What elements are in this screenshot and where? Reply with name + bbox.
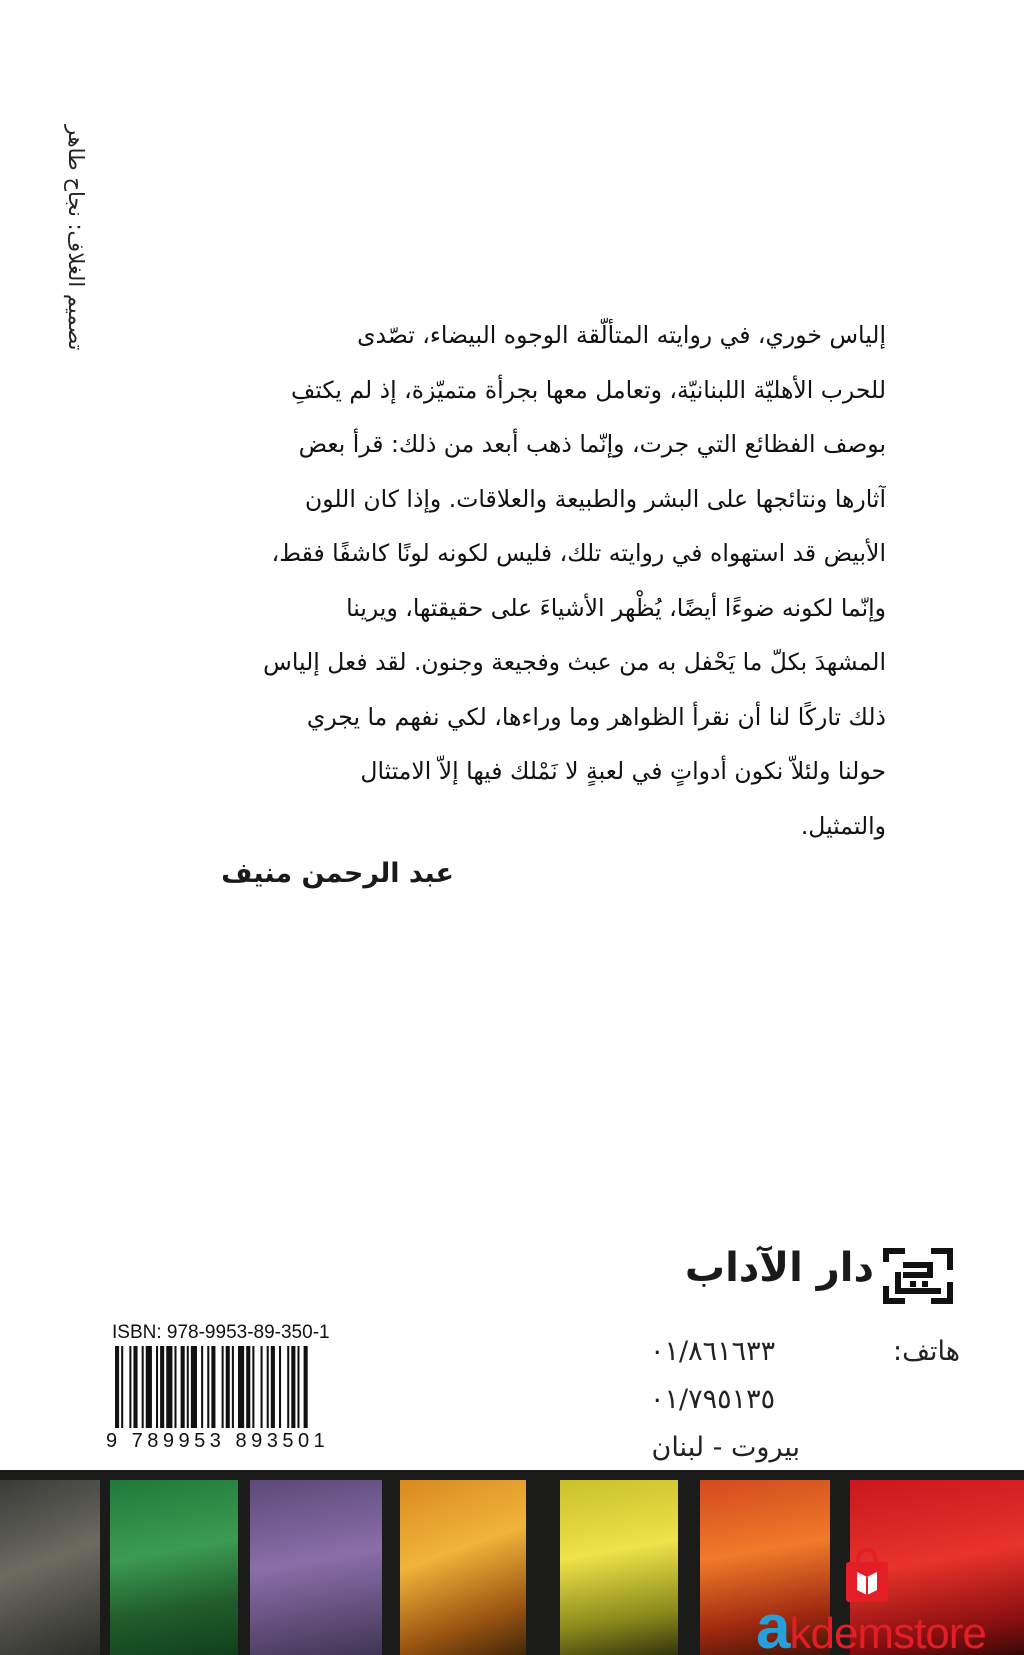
barcode-bar — [238, 1346, 244, 1428]
blurb-line: ذلك تاركًا لنا أن نقرأ الظواهر وما وراءها، لكي نفهم ما يجري — [306, 702, 886, 731]
barcode-bar — [181, 1346, 185, 1428]
barcode-digits: 9 789953 893501 — [106, 1430, 330, 1452]
publisher-logo-icon — [880, 1245, 956, 1307]
photo-tile — [560, 1480, 678, 1655]
barcode-bar — [166, 1346, 172, 1428]
blurb-line: والتمثيل. — [800, 811, 886, 840]
barcode-bar — [207, 1346, 209, 1428]
barcode-bar — [146, 1346, 152, 1428]
store-watermark — [756, 1593, 986, 1655]
barcode-bar — [129, 1346, 131, 1428]
photo-tile — [110, 1480, 238, 1655]
barcode-bar — [133, 1346, 137, 1428]
barcode-bar — [226, 1346, 230, 1428]
watermark-letter: a — [756, 1593, 790, 1655]
barcode-bar — [187, 1346, 189, 1428]
barcode-bar — [232, 1346, 234, 1428]
phone-number: ٠١/٧٩٥١٣٥ — [650, 1384, 776, 1415]
blurb-line: الأبيض قد استهواه في روايته تلك، فليس لكونه لونًا كاشفًا فقط، — [271, 539, 886, 567]
barcode-bar — [246, 1346, 250, 1428]
barcode — [115, 1346, 365, 1428]
barcode-bar — [201, 1346, 203, 1428]
blurb-line: المشهدَ بكلّ ما يَحْفل به من عبث وفجيعة وجنون. لقد فعل إلياس — [263, 648, 886, 676]
barcode-bar — [252, 1346, 254, 1428]
blurb-line: وإنّما لكونه ضوءًا أيضًا، يُظْهر الأشياءَ على حقيقتها، ويرينا — [346, 593, 886, 622]
barcode-bar — [271, 1346, 275, 1428]
photo-tile — [0, 1480, 100, 1655]
barcode-bar — [291, 1346, 295, 1428]
barcode-bar — [174, 1346, 176, 1428]
blurb-line: للحرب الأهليّة اللبنانيّة، وتعامل معها بجرأة متميّزة، إذ لم يكتفِ — [290, 375, 886, 404]
isbn-label: ISBN: 978-9953-89-350-1 — [112, 1322, 330, 1343]
phone-label: هاتف: — [892, 1336, 960, 1367]
blurb-text — [228, 308, 886, 853]
barcode-bar — [287, 1346, 289, 1428]
publisher-contact — [650, 1328, 960, 1472]
blurb-line: بوصف الفظائع التي جرت، وإنّما ذهب أبعد من ذلك: قرأ بعض — [298, 430, 886, 458]
barcode-bar — [160, 1346, 164, 1428]
barcode-bar — [121, 1346, 123, 1428]
author-signature: عبد الرحمن منيف — [221, 858, 454, 889]
barcode-bar — [279, 1346, 281, 1428]
barcode-bar — [211, 1346, 215, 1428]
barcode-bar — [267, 1346, 269, 1428]
photo-tile — [400, 1480, 526, 1655]
barcode-bar — [261, 1346, 263, 1428]
watermark-text: kdemstore — [789, 1609, 986, 1655]
barcode-bar — [191, 1346, 197, 1428]
publisher-name: دار الآداب — [684, 1245, 874, 1291]
cover-design-credit: تصميم الغلاف: نجاح طاهر — [64, 124, 88, 350]
barcode-bar — [304, 1346, 308, 1428]
barcode-bar — [222, 1346, 224, 1428]
phone-number: ٠١/٨٦١٦٣٣ — [650, 1336, 776, 1367]
blurb-line: إلياس خوري، في روايته المتألّقة الوجوه البيضاء، تصّدى — [357, 321, 886, 349]
photo-tile — [250, 1480, 382, 1655]
blurb-line: حولنا ولئلاّ نكون أدواتٍ في لعبةٍ لا نَمْلك فيها إلاّ الامتثال — [360, 757, 886, 785]
barcode-bar — [156, 1346, 158, 1428]
publisher-city: بيروت - لبنان — [651, 1432, 800, 1463]
barcode-bar — [142, 1346, 144, 1428]
barcode-bar — [115, 1346, 119, 1428]
blurb-line: آثارها ونتائجها على البشر والطبيعة والعلاقات. وإذا كان اللون — [305, 484, 886, 513]
gift-bag-icon — [842, 1546, 892, 1604]
barcode-bar — [297, 1346, 299, 1428]
